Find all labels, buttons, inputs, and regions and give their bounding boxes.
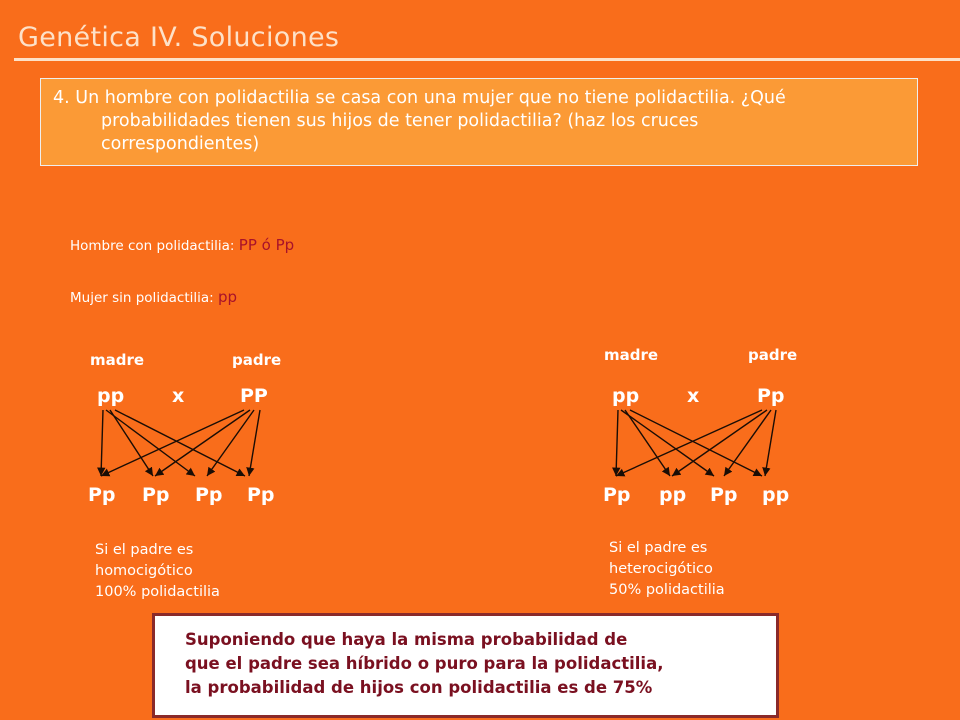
right-arrow-6 bbox=[672, 410, 767, 476]
right-arrow-2 bbox=[621, 410, 714, 476]
left-arrow-3 bbox=[110, 410, 153, 476]
page-title: Genética IV. Soluciones bbox=[18, 22, 340, 53]
right-offspring-2: pp bbox=[659, 484, 687, 506]
question-line-3: correspondientes) bbox=[101, 134, 260, 154]
right-offspring-4: pp bbox=[762, 484, 790, 506]
left-arrow-6 bbox=[155, 410, 250, 476]
woman-genotype: pp bbox=[218, 288, 238, 306]
right-caption-line-3: 50% polidactilia bbox=[609, 582, 725, 598]
left-father-genotype: PP bbox=[240, 385, 268, 407]
left-father-label: padre bbox=[232, 351, 282, 369]
left-arrow-1 bbox=[101, 410, 103, 476]
conclusion-line-2: que el padre sea híbrido o puro para la polidactilia, bbox=[185, 654, 664, 673]
left-offspring-1: Pp bbox=[88, 484, 116, 506]
woman-label: Mujer sin polidactilia: bbox=[70, 290, 214, 306]
right-father-label: padre bbox=[748, 346, 798, 364]
right-mother-label: madre bbox=[604, 346, 659, 364]
right-cross-symbol: x bbox=[687, 385, 700, 407]
right-offspring-1: Pp bbox=[603, 484, 631, 506]
right-arrow-8 bbox=[765, 410, 776, 476]
left-offspring-2: Pp bbox=[142, 484, 170, 506]
left-offspring-4: Pp bbox=[247, 484, 275, 506]
right-caption-line-2: heterocigótico bbox=[609, 561, 713, 577]
right-arrow-3 bbox=[625, 410, 670, 476]
right-arrow-7 bbox=[724, 410, 771, 476]
man-label: Hombre con polidactilia: bbox=[70, 238, 235, 254]
left-arrow-4 bbox=[115, 410, 245, 476]
conclusion-line-3: la probabilidad de hijos con polidactilia es de 75% bbox=[185, 678, 653, 697]
left-mother-label: madre bbox=[90, 351, 145, 369]
right-arrow-4 bbox=[630, 410, 762, 476]
right-arrow-1 bbox=[616, 410, 618, 476]
man-genotype: PP ó Pp bbox=[238, 236, 295, 254]
left-caption-line-3: 100% polidactilia bbox=[95, 584, 220, 600]
left-cross-symbol: x bbox=[172, 385, 185, 407]
conclusion-box bbox=[152, 613, 779, 718]
left-mother-genotype: pp bbox=[97, 385, 125, 407]
right-arrow-5 bbox=[616, 410, 762, 476]
right-offspring-3: Pp bbox=[710, 484, 738, 506]
left-caption-line-2: homocigótico bbox=[95, 563, 193, 579]
left-arrow-5 bbox=[101, 410, 244, 476]
right-mother-genotype: pp bbox=[612, 385, 640, 407]
left-caption-line-1: Si el padre es bbox=[95, 542, 194, 558]
conclusion-line-1: Suponiendo que haya la misma probabilidad de bbox=[185, 630, 628, 649]
left-arrow-2 bbox=[106, 410, 195, 476]
left-offspring-3: Pp bbox=[195, 484, 223, 506]
question-line-2: probabilidades tienen sus hijos de tener polidactilia? (haz los cruces bbox=[101, 111, 699, 131]
question-line-1: 4. Un hombre con polidactilia se casa con una mujer que no tiene polidactilia. ¿Qué bbox=[53, 88, 786, 108]
right-father-genotype: Pp bbox=[757, 385, 785, 407]
right-caption-line-1: Si el padre es bbox=[609, 540, 708, 556]
left-arrow-8 bbox=[249, 410, 260, 476]
left-arrow-7 bbox=[207, 410, 254, 476]
